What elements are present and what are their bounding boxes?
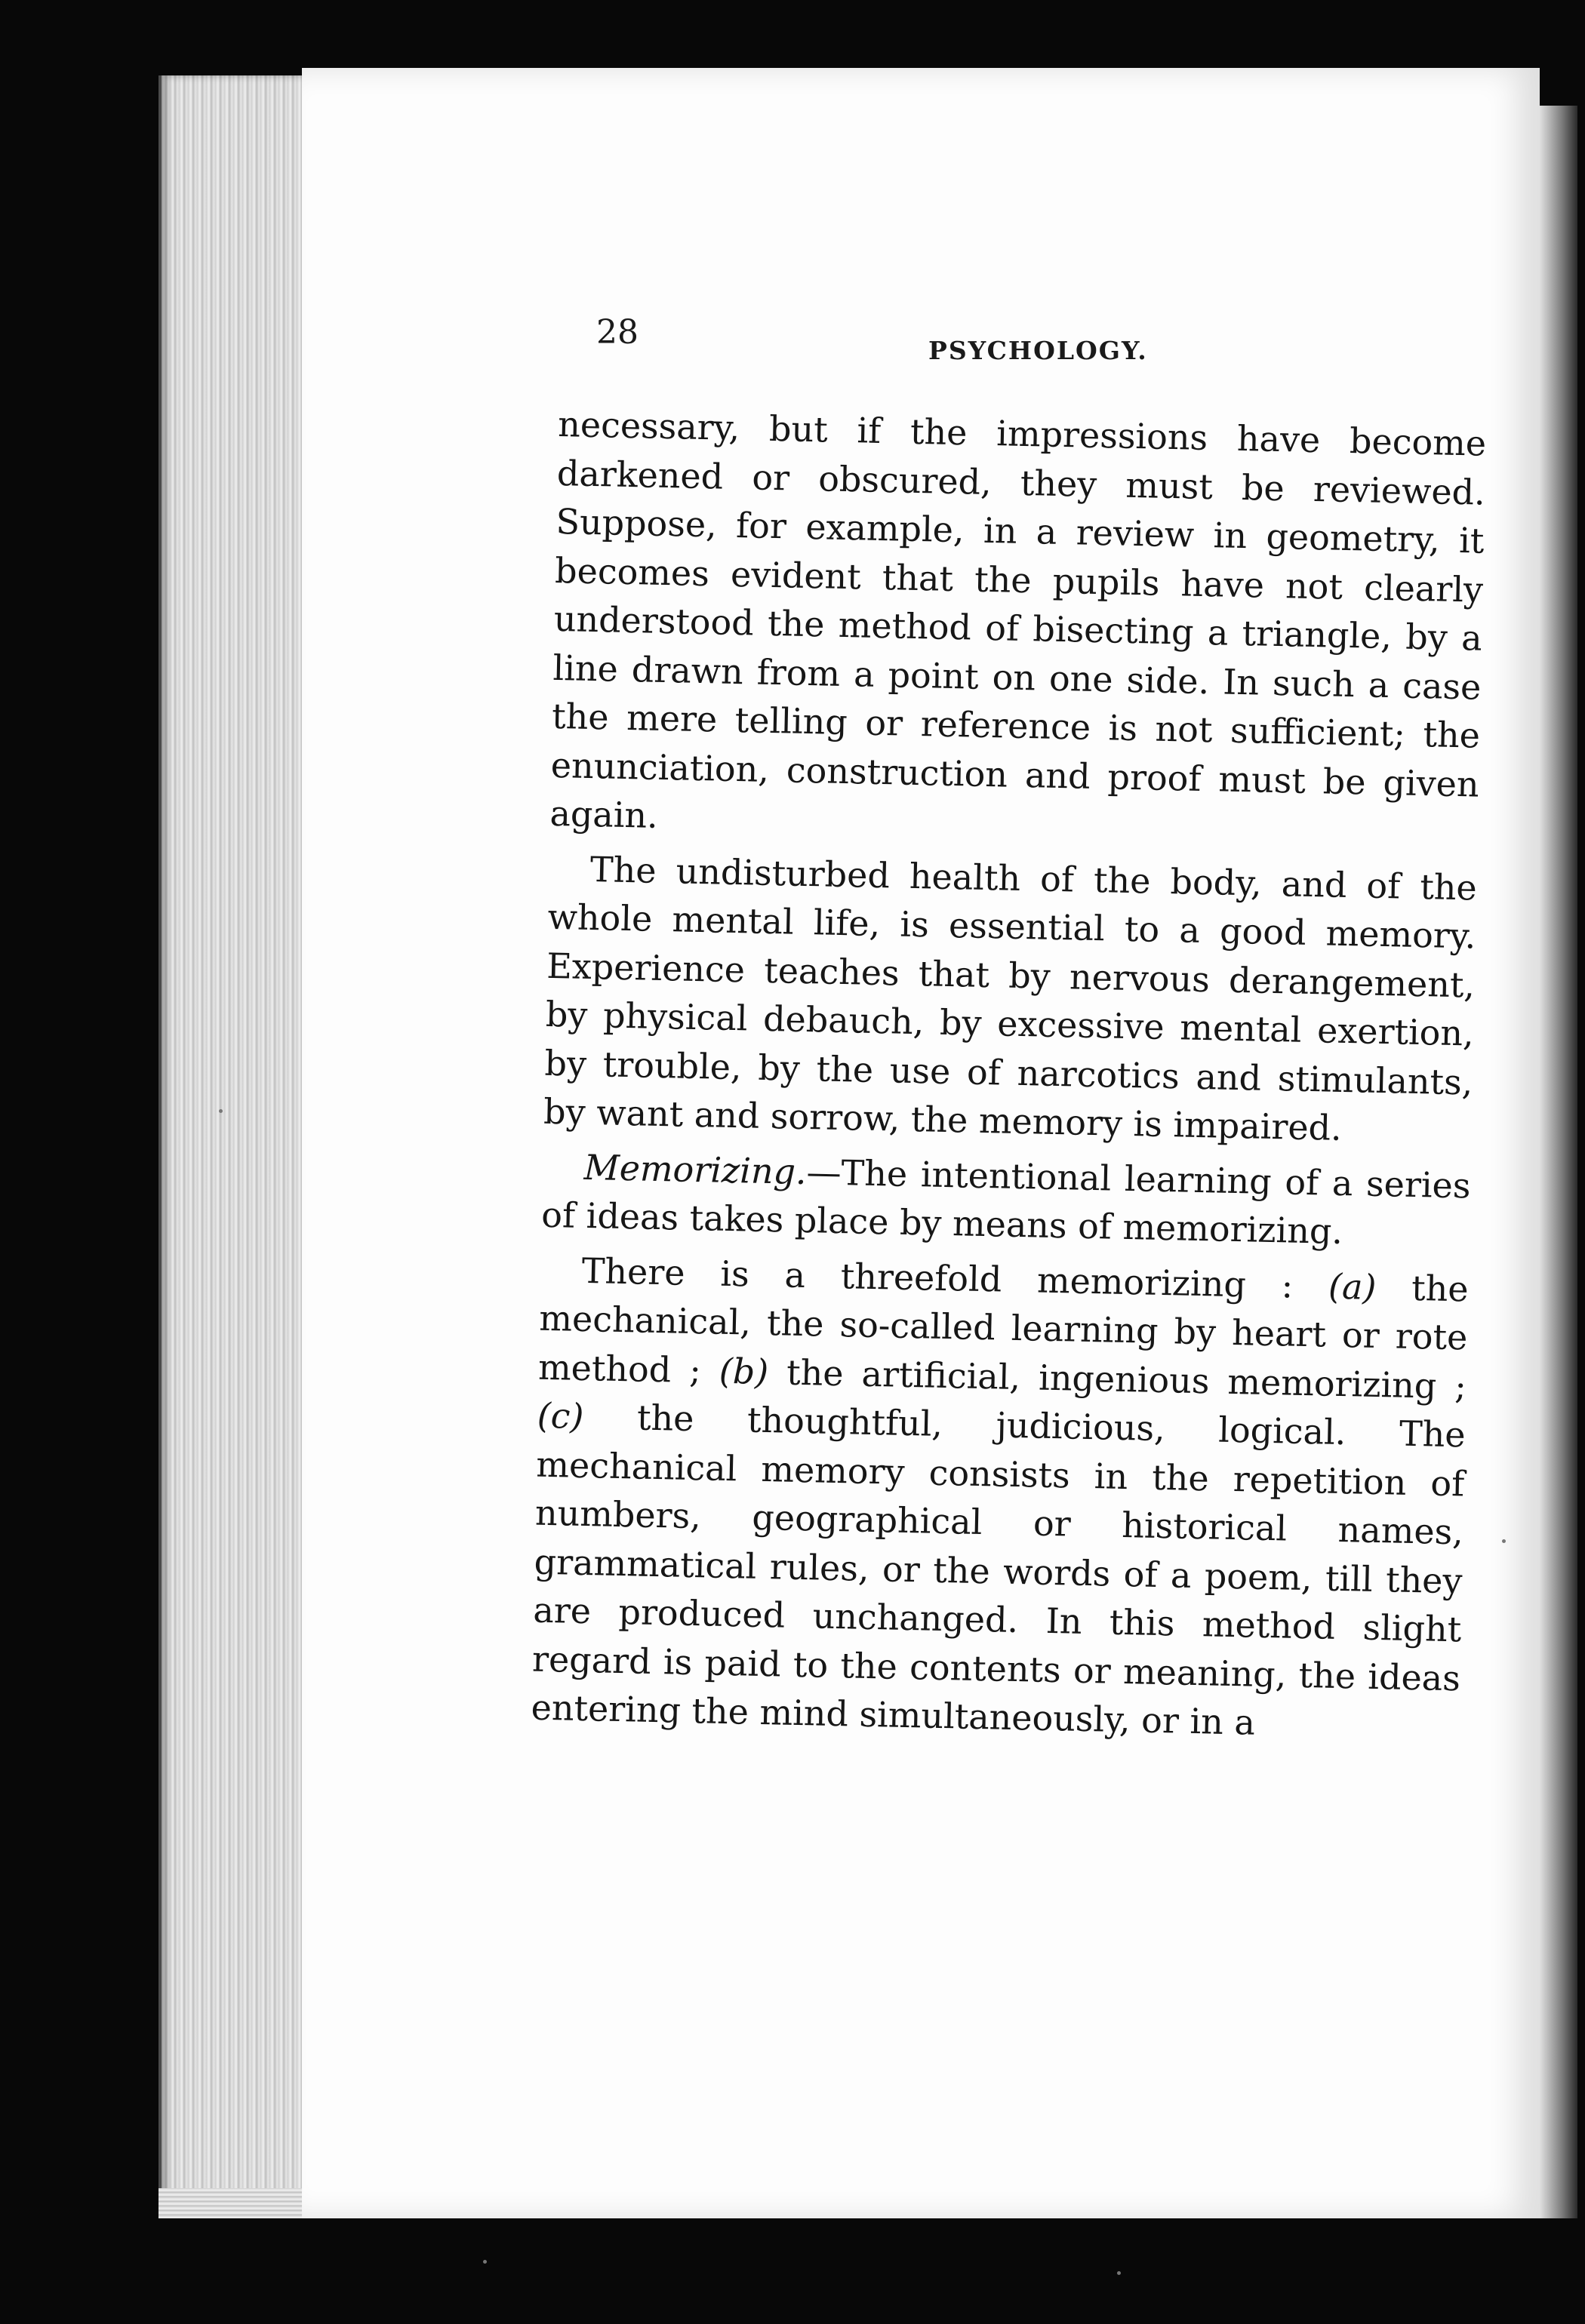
threefold-text-c: the artificial, ingenious memorizing ; [768,1351,1467,1406]
threefold-text-d: the thoughtful, judicious, logical. The mechanical memory consists in the repetition of numbers, geographical or historical names, grammatical rules, or the words of a poem, till they are produced unchanged. In this method slight regard is paid to the contents or meaning, the ideas entering the mind simultaneously, or in a [531,1396,1467,1743]
page-edges-stack [158,75,320,2218]
page-number: 28 [596,313,639,352]
running-title: PSYCHOLOGY. [928,336,1148,365]
run-in-heading: Memorizing. [583,1146,808,1192]
running-head [596,313,1487,366]
paragraph-memorizing [541,1142,1471,1259]
paragraph-threefold [531,1245,1469,1751]
page-right-shadow [1540,106,1577,2218]
threefold-text-a: There is a threefold memorizing : [581,1250,1329,1307]
paragraph-health-memory: The undisturbed health of the body, and of the whole mental life, is essential to a good memory. Experience teaches that by nervous derangement, by physical debauch, by excessive mental exertion, by trouble, by the use of narcotics and stimulants, by want and sorrow, the memory is impaired. [543,848,1478,1148]
paragraph-continued: necessary, but if the impressions have become darkened or obscured, they must be reviewed. Suppose, for example, in a review in geometry, it becomes evident that the pupils have not clearly understood the method of bisecting a triangle, by a line drawn from a point on one side. In such a case the mere telling or reference is not sufficient; the enunciation, construction and proof must be given again. [549,403,1487,836]
dust-speck [219,1109,223,1113]
dust-speck [1117,2271,1121,2275]
page-edges-bottom [158,2188,309,2218]
label-b: (b) [719,1350,769,1392]
label-a: (a) [1328,1265,1377,1308]
page-text [531,400,1487,1751]
dust-speck [483,2260,487,2264]
paragraph-memorizing-text: —The intentional learning of a series of ideas takes place by means of memorizing. [540,1151,1472,1252]
label-c: (c) [537,1394,585,1437]
dust-speck [1502,1539,1506,1543]
threefold-text-b: the mechanical, the so-called learning by heart or rote method ; [537,1266,1470,1391]
